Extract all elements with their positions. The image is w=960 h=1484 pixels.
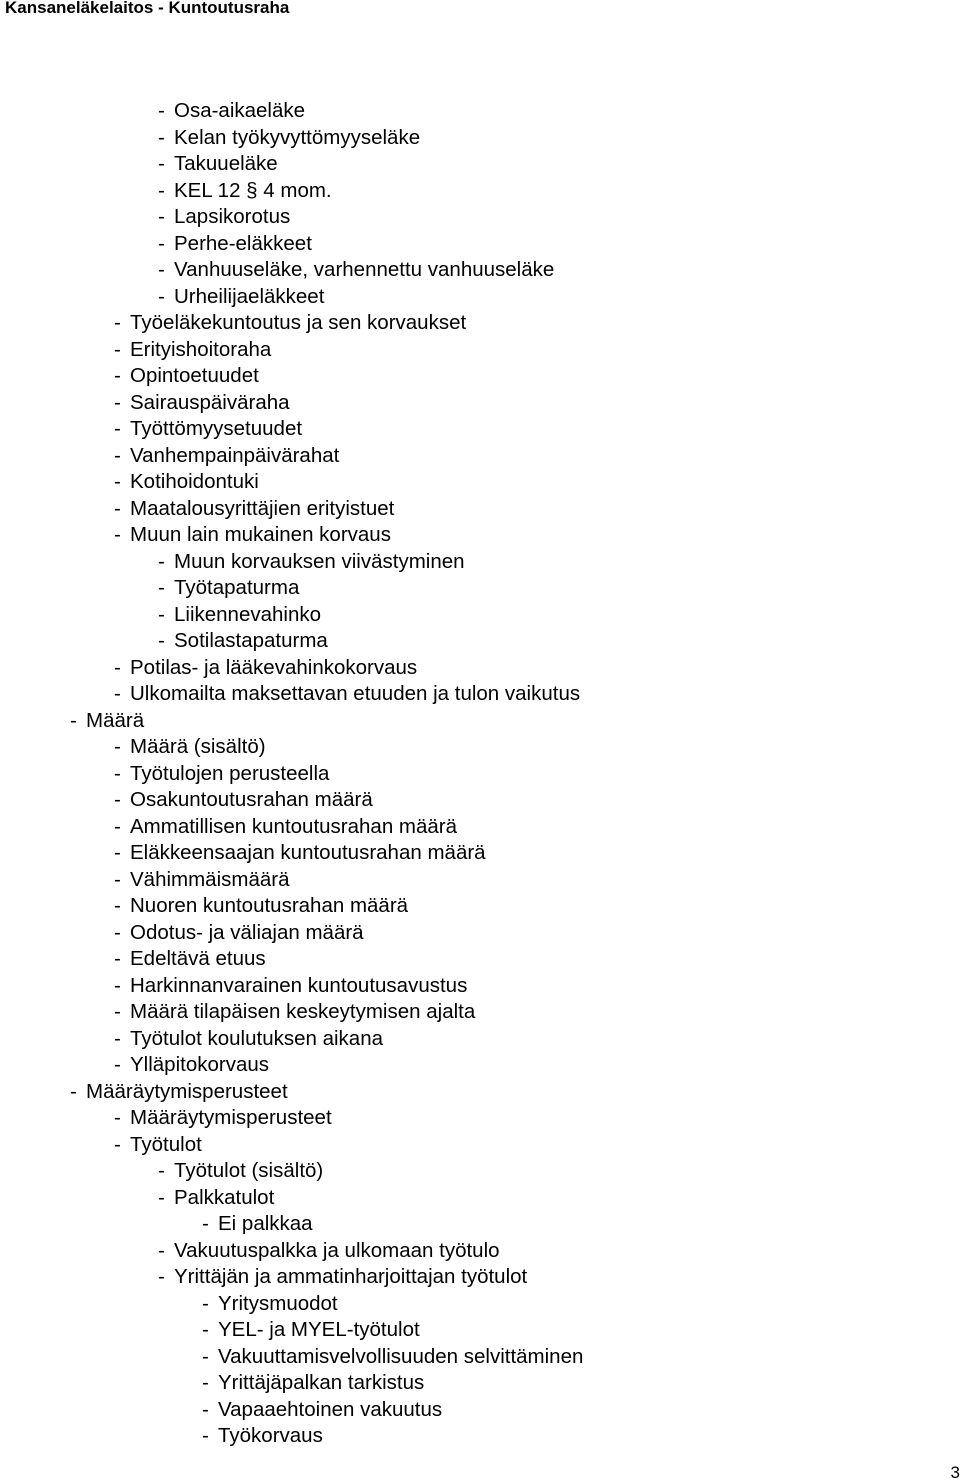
outline-item-label: Osa-aikaeläke xyxy=(174,99,306,122)
outline-item-label: Ei palkkaa xyxy=(218,1212,313,1235)
bullet-dash: - xyxy=(158,1265,165,1288)
outline-item-label: Työkorvaus xyxy=(218,1424,323,1447)
outline-item xyxy=(0,257,960,284)
bullet-dash: - xyxy=(158,99,165,122)
outline-item-label: Työeläkekuntoutus ja sen korvaukset xyxy=(130,311,467,334)
bullet-dash: - xyxy=(114,417,121,440)
bullet-dash: - xyxy=(114,443,121,467)
outline-item xyxy=(0,1158,960,1185)
bullet-dash: - xyxy=(114,390,121,414)
bullet-dash: - xyxy=(114,735,121,758)
bullet-dash: - xyxy=(114,337,121,361)
outline-item xyxy=(0,734,960,761)
outline-item xyxy=(0,98,960,125)
outline-item xyxy=(0,761,960,788)
outline-item-label: YEL- ja MYEL-työtulot xyxy=(218,1318,420,1341)
outline-item-label: Osakuntoutusrahan määrä xyxy=(130,788,373,811)
outline-item xyxy=(0,1291,960,1318)
outline-item xyxy=(0,390,960,417)
outline-item-label: Määräytymisperusteet xyxy=(86,1079,288,1103)
bullet-dash: - xyxy=(114,1000,121,1023)
outline-item-label: Yrittäjän ja ammatinharjoittajan työtulot xyxy=(174,1265,528,1288)
bullet-dash: - xyxy=(158,125,165,149)
outline-item-label: Potilas- ja lääkevahinkokorvaus xyxy=(130,655,418,679)
outline-item xyxy=(0,496,960,523)
outline-item xyxy=(0,416,960,443)
outline-item xyxy=(0,125,960,152)
outline-item xyxy=(0,628,960,655)
outline-item xyxy=(0,178,960,205)
outline-item-label: Harkinnanvarainen kuntoutusavustus xyxy=(130,973,468,997)
outline-item xyxy=(0,708,960,735)
bullet-dash: - xyxy=(114,761,121,785)
outline-item-label: Työtulot koulutuksen aikana xyxy=(130,1026,383,1050)
outline-item-label: Odotus- ja väliajan määrä xyxy=(130,920,364,944)
outline-item-label: Urheilijaeläkkeet xyxy=(174,284,325,308)
outline-item xyxy=(0,1079,960,1106)
outline-item xyxy=(0,814,960,841)
outline-item xyxy=(0,231,960,258)
bullet-dash: - xyxy=(202,1291,209,1315)
bullet-dash: - xyxy=(114,523,121,546)
bullet-dash: - xyxy=(114,973,121,997)
outline-item xyxy=(0,1344,960,1371)
outline-item-label: Perhe-eläkkeet xyxy=(174,231,312,255)
outline-item-label: Edeltävä etuus xyxy=(130,947,266,970)
outline-item-label: Ylläpitokorvaus xyxy=(130,1053,270,1076)
outline-item-label: Sairauspäiväraha xyxy=(130,390,290,414)
outline-item xyxy=(0,204,960,231)
bullet-dash: - xyxy=(114,1106,121,1129)
bullet-dash: - xyxy=(114,311,121,334)
outline-item-label: Työtulot (sisältö) xyxy=(174,1159,324,1182)
bullet-dash: - xyxy=(114,364,121,387)
outline-item-label: Kotihoidontuki xyxy=(130,470,259,493)
outline-item xyxy=(0,363,960,390)
bullet-dash: - xyxy=(70,1079,77,1103)
outline-item-label: Vakuuttamisvelvollisuuden selvittäminen xyxy=(218,1344,584,1368)
bullet-dash: - xyxy=(114,894,121,917)
bullet-dash: - xyxy=(202,1371,209,1394)
bullet-dash: - xyxy=(114,814,121,838)
bullet-dash: - xyxy=(202,1397,209,1421)
outline-item xyxy=(0,310,960,337)
bullet-dash: - xyxy=(158,231,165,255)
outline-item-label: Vanhempainpäivärahat xyxy=(130,443,340,467)
outline-item xyxy=(0,284,960,311)
outline-item-label: Ammatillisen kuntoutusrahan määrä xyxy=(130,814,458,838)
outline-item xyxy=(0,1423,960,1450)
bullet-dash: - xyxy=(114,470,121,493)
outline-item xyxy=(0,337,960,364)
outline-item xyxy=(0,1211,960,1238)
bullet-dash: - xyxy=(114,496,121,520)
table-of-contents-outline xyxy=(0,98,960,1450)
outline-item-label: Lapsikorotus xyxy=(174,205,291,228)
outline-item-label: Sotilastapaturma xyxy=(174,629,328,652)
outline-item-label: Kelan työkyvyttömyyseläke xyxy=(174,125,421,149)
outline-item-label: Ulkomailta maksettavan etuuden ja tulon vaikutus xyxy=(130,682,581,705)
outline-item-label: Työtulot xyxy=(130,1132,202,1156)
page-number: 3 xyxy=(950,1463,960,1482)
bullet-dash: - xyxy=(114,867,121,891)
outline-item-label: Määrä xyxy=(86,708,145,732)
document-header-title: Kansaneläkelaitos - Kuntoutusraha xyxy=(5,0,290,17)
bullet-dash: - xyxy=(158,258,165,281)
outline-item xyxy=(0,1264,960,1291)
bullet-dash: - xyxy=(202,1212,209,1235)
outline-item-label: Erityishoitoraha xyxy=(130,337,272,361)
bullet-dash: - xyxy=(158,576,165,599)
outline-item-label: Yritysmuodot xyxy=(218,1291,338,1315)
bullet-dash: - xyxy=(158,629,165,652)
outline-item xyxy=(0,681,960,708)
outline-item-label: Työttömyysetuudet xyxy=(130,417,303,440)
outline-item-label: Vapaaehtoinen vakuutus xyxy=(218,1397,443,1421)
bullet-dash: - xyxy=(114,841,121,864)
bullet-dash: - xyxy=(158,205,165,228)
outline-item-label: Työtulojen perusteella xyxy=(130,761,330,785)
outline-item xyxy=(0,469,960,496)
outline-item xyxy=(0,549,960,576)
outline-item-label: Vähimmäismäärä xyxy=(130,867,290,891)
outline-item-label: Yrittäjäpalkan tarkistus xyxy=(218,1371,425,1394)
outline-item-label: Määrä tilapäisen keskeytymisen ajalta xyxy=(130,1000,476,1023)
bullet-dash: - xyxy=(158,602,165,626)
outline-item xyxy=(0,973,960,1000)
outline-item-label: Maatalousyrittäjien erityistuet xyxy=(130,496,395,520)
outline-item xyxy=(0,522,960,549)
outline-item-label: Eläkkeensaajan kuntoutusrahan määrä xyxy=(130,841,486,864)
outline-item xyxy=(0,151,960,178)
bullet-dash: - xyxy=(114,655,121,679)
outline-item-label: Liikennevahinko xyxy=(174,602,322,626)
bullet-dash: - xyxy=(158,284,165,308)
outline-item xyxy=(0,655,960,682)
bullet-dash: - xyxy=(114,1132,121,1156)
bullet-dash: - xyxy=(158,1185,165,1209)
outline-item-label: Palkkatulot xyxy=(174,1185,275,1209)
outline-item-label: KEL 12 § 4 mom. xyxy=(174,178,332,202)
outline-item xyxy=(0,867,960,894)
outline-item xyxy=(0,575,960,602)
bullet-dash: - xyxy=(114,920,121,944)
outline-item-label: Muun lain mukainen korvaus xyxy=(130,523,391,546)
outline-item xyxy=(0,1185,960,1212)
bullet-dash: - xyxy=(114,947,121,970)
outline-item-label: Nuoren kuntoutusrahan määrä xyxy=(130,894,409,917)
bullet-dash: - xyxy=(158,178,165,202)
outline-item xyxy=(0,893,960,920)
outline-item xyxy=(0,1052,960,1079)
outline-item xyxy=(0,920,960,947)
outline-item xyxy=(0,443,960,470)
outline-item xyxy=(0,1026,960,1053)
outline-item-label: Työtapaturma xyxy=(174,576,300,599)
outline-item xyxy=(0,840,960,867)
outline-item xyxy=(0,1132,960,1159)
bullet-dash: - xyxy=(158,152,165,175)
outline-item-label: Vakuutuspalkka ja ulkomaan työtulo xyxy=(174,1238,500,1262)
bullet-dash: - xyxy=(158,1159,165,1182)
outline-item-label: Vanhuuseläke, varhennettu vanhuuseläke xyxy=(174,258,555,281)
outline-item xyxy=(0,1317,960,1344)
bullet-dash: - xyxy=(202,1424,209,1447)
bullet-dash: - xyxy=(114,682,121,705)
outline-item xyxy=(0,602,960,629)
bullet-dash: - xyxy=(114,788,121,811)
outline-item-label: Opintoetuudet xyxy=(130,364,259,387)
bullet-dash: - xyxy=(202,1318,209,1341)
bullet-dash: - xyxy=(70,708,77,732)
outline-item-label: Muun korvauksen viivästyminen xyxy=(174,549,465,573)
bullet-dash: - xyxy=(114,1053,121,1076)
outline-item xyxy=(0,1105,960,1132)
outline-item-label: Määrä (sisältö) xyxy=(130,735,266,758)
outline-item xyxy=(0,946,960,973)
bullet-dash: - xyxy=(158,549,165,573)
outline-item xyxy=(0,999,960,1026)
outline-item xyxy=(0,1238,960,1265)
bullet-dash: - xyxy=(114,1026,121,1050)
outline-item-label: Määräytymisperusteet xyxy=(130,1106,332,1129)
bullet-dash: - xyxy=(158,1238,165,1262)
outline-item xyxy=(0,1370,960,1397)
outline-item xyxy=(0,1397,960,1424)
outline-item-label: Takuueläke xyxy=(174,152,278,175)
outline-item xyxy=(0,787,960,814)
bullet-dash: - xyxy=(202,1344,209,1368)
